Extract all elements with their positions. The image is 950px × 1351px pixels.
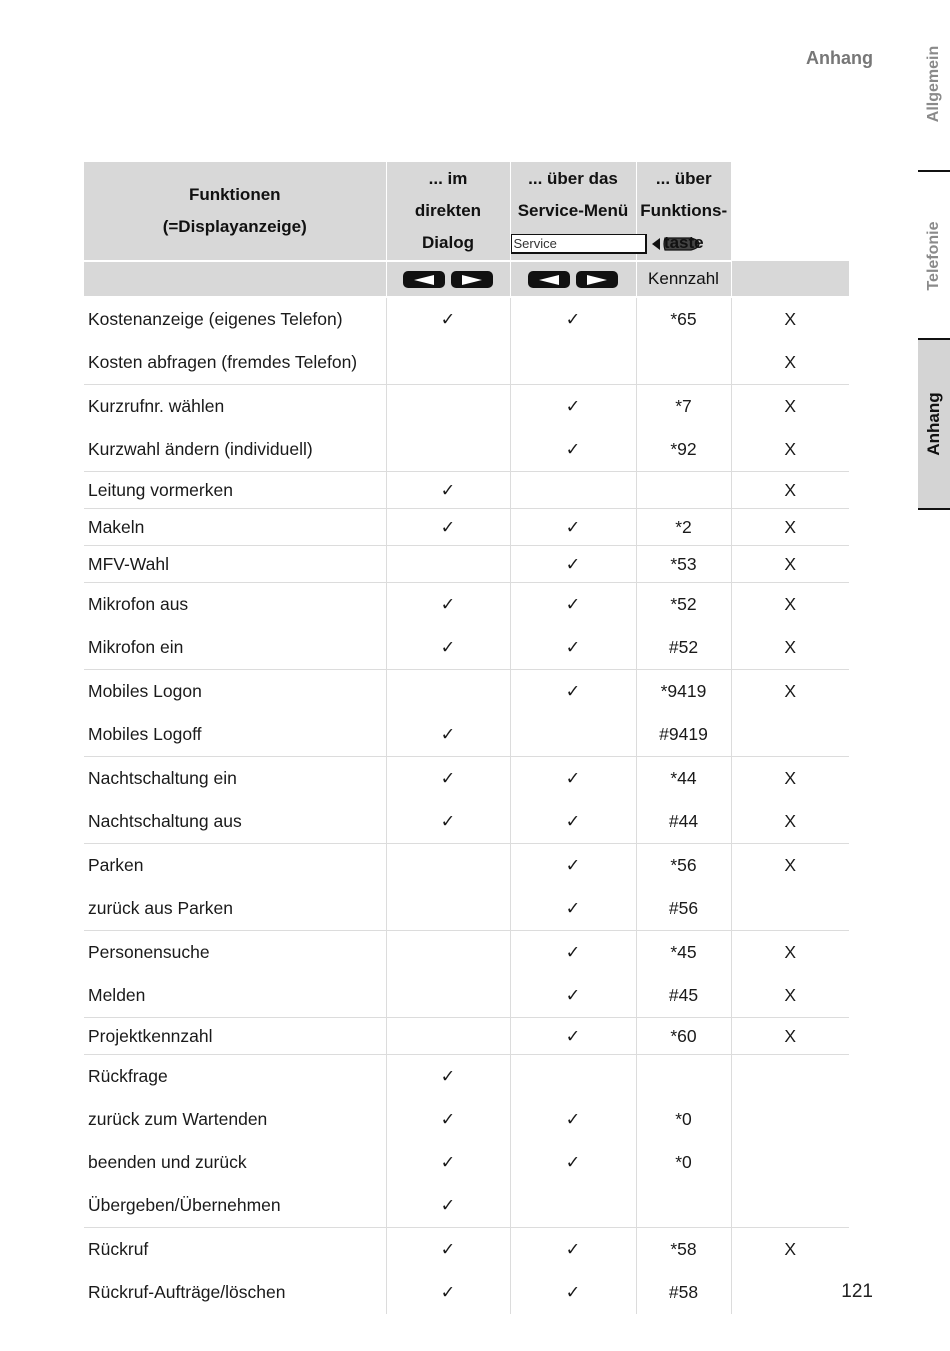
function-name: Mobiles Logon [84, 670, 386, 714]
direct-dialog-check: ✓ [386, 297, 510, 341]
kennzahl-code [636, 472, 731, 509]
function-name: zurück aus Parken [88, 898, 233, 918]
kennzahl-code: *0 [636, 1098, 731, 1141]
function-key-mark: X [731, 341, 849, 385]
table-header-row [84, 162, 849, 261]
function-name: Übergeben/Übernehmen [88, 1195, 281, 1215]
kennzahl-code: *44 [636, 757, 731, 801]
function-key-mark: X [731, 931, 849, 975]
kennzahl-code [636, 1184, 731, 1228]
header-line: Funktions- [640, 201, 728, 220]
header-line: Dialog [422, 233, 474, 252]
direct-dialog-check: ✓ [386, 472, 510, 509]
kennzahl-code: #52 [636, 626, 731, 670]
service-menu-check: ✓ [510, 1228, 636, 1272]
kennzahl-code: #9419 [636, 713, 731, 757]
table-row [84, 428, 849, 472]
function-key-mark: X [731, 385, 849, 429]
function-name: Rückruf-Aufträge/löschen [88, 1282, 286, 1302]
function-name: MFV-Wahl [84, 546, 386, 583]
side-tab-allgemein[interactable] [918, 30, 950, 138]
function-key-mark: X [731, 757, 849, 801]
function-key-mark [731, 1055, 849, 1099]
header-line: ... über das [528, 169, 618, 188]
function-name: Nachtschaltung ein [84, 757, 386, 801]
table-row [84, 713, 849, 757]
table-row [84, 1184, 849, 1228]
table-body [84, 297, 849, 1314]
table-row [84, 974, 849, 1018]
kennzahl-code: *56 [636, 844, 731, 888]
function-name: Kurzrufnr. wählen [84, 385, 386, 429]
service-menu-check: ✓ [510, 509, 636, 546]
direct-dialog-check [386, 670, 510, 714]
service-menu-check: ✓ [510, 583, 636, 627]
service-menu-check: ✓ [510, 974, 636, 1018]
function-key-mark: X [731, 626, 849, 670]
function-key-mark: X [731, 583, 849, 627]
kennzahl-code [636, 1055, 731, 1099]
kennzahl-code: #44 [636, 800, 731, 844]
kennzahl-code: *0 [636, 1141, 731, 1184]
function-key-mark: X [731, 1228, 849, 1272]
service-menu-check: ✓ [510, 800, 636, 844]
arrow-right-key-icon [576, 271, 618, 288]
function-key-mark: X [731, 509, 849, 546]
service-menu-check: ✓ [510, 757, 636, 801]
function-name: Mobiles Logoff [88, 724, 202, 744]
direct-dialog-check: ✓ [386, 1098, 510, 1141]
kennzahl-code: *60 [636, 1018, 731, 1055]
function-name: Rückruf [84, 1228, 386, 1272]
function-key-mark: X [731, 1018, 849, 1055]
arrow-keys [528, 271, 618, 288]
table-row [84, 1228, 849, 1272]
function-key-mark [731, 713, 849, 757]
kennzahl-code: *2 [636, 509, 731, 546]
function-name: beenden und zurück [88, 1152, 247, 1172]
table-subheader-row [84, 261, 849, 297]
table-row [84, 757, 849, 801]
header-line: Service-Menü [517, 201, 629, 220]
kennzahl-code [636, 341, 731, 385]
service-menu-check: ✓ [510, 1141, 636, 1184]
header-functions [84, 162, 386, 261]
arrow-left-key-icon [528, 271, 570, 288]
header-service-menu [510, 162, 636, 261]
header-line: taste [663, 233, 704, 252]
service-menu-check [510, 713, 636, 757]
direct-dialog-check: ✓ [386, 583, 510, 627]
table-row [84, 472, 849, 509]
direct-dialog-check: ✓ [386, 713, 510, 757]
kennzahl-code: #58 [636, 1271, 731, 1314]
subheader-empty [84, 261, 386, 297]
function-name: Melden [88, 985, 146, 1005]
table-row [84, 341, 849, 385]
service-menu-check: ✓ [510, 546, 636, 583]
table-row [84, 800, 849, 844]
table-row [84, 385, 849, 429]
function-name: zurück zum Wartenden [88, 1109, 268, 1129]
kennzahl-code: *52 [636, 583, 731, 627]
function-key-mark: X [731, 800, 849, 844]
side-tab-label: Anhang [924, 392, 943, 456]
service-menu-check: ✓ [510, 1271, 636, 1314]
table-row [84, 844, 849, 888]
service-menu-check: ✓ [510, 428, 636, 472]
table-row [84, 509, 849, 546]
table-row [84, 670, 849, 714]
function-key-mark: X [731, 428, 849, 472]
direct-dialog-check [386, 931, 510, 975]
service-menu-check [510, 341, 636, 385]
side-tab-label: Telefonie [925, 221, 942, 291]
direct-dialog-check: ✓ [386, 1141, 510, 1184]
table-row [84, 583, 849, 627]
table-row [84, 1018, 849, 1055]
header-line: (=Displayanzeige) [162, 217, 307, 236]
subheader-kennzahl: Kennzahl [636, 261, 731, 297]
kennzahl-code: *7 [636, 385, 731, 429]
function-name: Kurzwahl ändern (individuell) [88, 439, 313, 459]
function-key-mark: X [731, 546, 849, 583]
header-line: ... im [428, 169, 468, 188]
kennzahl-code: *92 [636, 428, 731, 472]
table-row [84, 1055, 849, 1099]
service-menu-check: ✓ [510, 297, 636, 341]
kennzahl-code: #45 [636, 974, 731, 1018]
function-name: Projektkennzahl [84, 1018, 386, 1055]
function-key-mark [731, 1184, 849, 1228]
subheader-service-keys [510, 261, 636, 297]
table-row [84, 1098, 849, 1141]
table-row [84, 1141, 849, 1184]
direct-dialog-check [386, 546, 510, 583]
direct-dialog-check [386, 974, 510, 1018]
section-title: Anhang [806, 48, 873, 68]
function-key-mark: X [731, 472, 849, 509]
side-tab-telefonie[interactable] [918, 170, 950, 340]
function-key-mark [731, 1141, 849, 1184]
table-row [84, 887, 849, 931]
header-line: direkten [414, 201, 482, 220]
kennzahl-code: *9419 [636, 670, 731, 714]
function-name: Kosten abfragen (fremdes Telefon) [88, 352, 358, 372]
service-menu-check: ✓ [510, 670, 636, 714]
direct-dialog-check: ✓ [386, 509, 510, 546]
direct-dialog-check [386, 844, 510, 888]
direct-dialog-check: ✓ [386, 1271, 510, 1314]
function-key-mark [731, 1098, 849, 1141]
direct-dialog-check [386, 385, 510, 429]
service-menu-check: ✓ [510, 385, 636, 429]
subheader-dialog-keys [386, 261, 510, 297]
direct-dialog-check: ✓ [386, 1184, 510, 1228]
function-key-mark: X [731, 670, 849, 714]
kennzahl-code: *45 [636, 931, 731, 975]
function-name: Nachtschaltung aus [88, 811, 242, 831]
kennzahl-code: #56 [636, 887, 731, 931]
header-line: ... über [655, 169, 712, 188]
service-menu-check: ✓ [510, 887, 636, 931]
function-name: Personensuche [84, 931, 386, 975]
function-name: Kostenanzeige (eigenes Telefon) [84, 297, 386, 341]
direct-dialog-check [386, 341, 510, 385]
function-name: Leitung vormerken [84, 472, 386, 509]
header-direct-dialog [386, 162, 510, 261]
service-menu-check: ✓ [510, 1018, 636, 1055]
side-tab-label: Allgemein [925, 45, 942, 123]
direct-dialog-check [386, 887, 510, 931]
service-menu-check: ✓ [510, 1098, 636, 1141]
service-menu-check [510, 1184, 636, 1228]
direct-dialog-check: ✓ [386, 1228, 510, 1272]
function-name: Parken [84, 844, 386, 888]
function-key-mark: X [731, 974, 849, 1018]
table-row [84, 626, 849, 670]
direct-dialog-check: ✓ [386, 757, 510, 801]
page-number: 121 [841, 1281, 873, 1302]
function-name: Mikrofon aus [84, 583, 386, 627]
table-row [84, 931, 849, 975]
service-menu-check: ✓ [510, 844, 636, 888]
function-key-mark [731, 887, 849, 931]
kennzahl-code: *53 [636, 546, 731, 583]
service-menu-check [510, 1055, 636, 1099]
table-row [84, 297, 849, 341]
direct-dialog-check: ✓ [386, 1055, 510, 1099]
service-menu-check: ✓ [510, 931, 636, 975]
service-menu-check: ✓ [510, 626, 636, 670]
kennzahl-code: *65 [636, 297, 731, 341]
function-name: Rückfrage [84, 1055, 386, 1099]
direct-dialog-check [386, 428, 510, 472]
arrow-keys [403, 271, 493, 288]
kennzahl-code: *58 [636, 1228, 731, 1272]
header-line: Funktionen [188, 185, 281, 204]
arrow-right-key-icon [451, 271, 493, 288]
direct-dialog-check: ✓ [386, 800, 510, 844]
service-field: Service [511, 234, 647, 254]
functions-table [84, 162, 849, 1314]
table-row [84, 546, 849, 583]
function-key-mark: X [731, 297, 849, 341]
arrow-left-key-icon [403, 271, 445, 288]
service-menu-check [510, 472, 636, 509]
direct-dialog-check [386, 1018, 510, 1055]
function-name: Mikrofon ein [88, 637, 184, 657]
table-row [84, 1271, 849, 1314]
function-name: Makeln [84, 509, 386, 546]
side-tab-anhang[interactable] [918, 338, 950, 510]
subheader-empty [731, 261, 849, 297]
direct-dialog-check: ✓ [386, 626, 510, 670]
function-key-mark: X [731, 844, 849, 888]
